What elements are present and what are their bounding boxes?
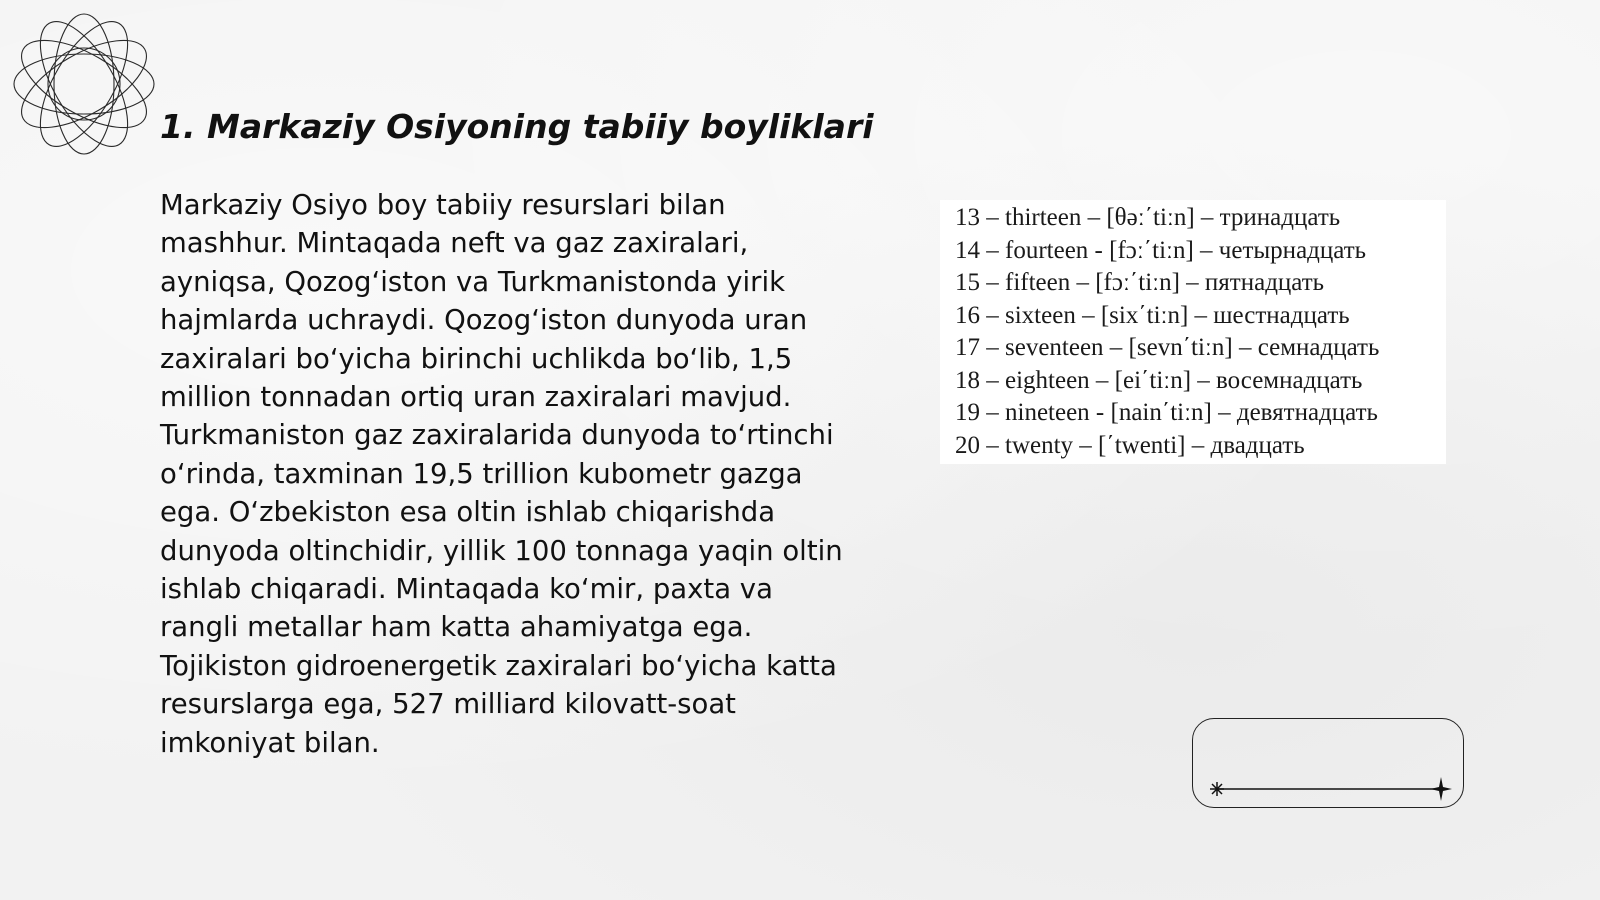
asterisk-icon <box>1210 782 1224 796</box>
numbers-list <box>940 200 1446 462</box>
circular-rosette-icon <box>10 10 158 158</box>
slide-title: 1. Markaziy Osiyoning tabiiy boyliklari <box>160 107 874 146</box>
list-item: 20 – twenty – [΄twenti] – двадцать <box>955 431 1305 459</box>
list-item: 18 – eighteen – [ei΄tiːn] – восемнадцать <box>955 366 1363 394</box>
list-item: 19 – nineteen - [nain΄tiːn] – девятнадцать <box>955 399 1378 426</box>
list-item: 16 – sixteen – [six΄tiːn] – шестнадцать <box>955 301 1350 329</box>
list-item: 14 – fourteen - [fɔː΄tiːn] – четырнадцать <box>955 236 1367 264</box>
timeline-decoration <box>1192 718 1464 808</box>
numbers-vocabulary-panel <box>940 200 1446 464</box>
list-item: 17 – seventeen – [sevn΄tiːn] – семнадцать <box>955 334 1380 361</box>
list-item: 13 – thirteen – [θəː΄tiːn] – тринадцать <box>955 204 1341 231</box>
list-item: 15 – fifteen – [fɔː΄tiːn] – пятнадцать <box>955 269 1325 296</box>
body-paragraph: Markaziy Osiyo boy tabiiy resurslari bilan mashhur. Mintaqada neft va gaz zaxiralari, ayniqsa, Qozog‘iston va Turkmanistonda yirik hajmlarda uchraydi. Qozog‘iston dunyoda uran zaxiralari bo‘yicha birinchi uchlikda bo‘lib, 1,5 million tonnadan ortiq uran zaxiralari mavjud. Turkmaniston gaz zaxiralarida dunyoda to‘rtinchi o‘rinda, taxminan 19,5 trillion kubometr gazga ega. O‘zbekiston esa oltin ishlab chiqarishda dunyoda oltinchidir, yillik 100 tonnaga yaqin oltin ishlab chiqaradi. Mintaqada ko‘mir, paxta va rangli metallar ham katta ahamiyatga ega. Tojikiston gidroenergetik zaxiralari bo‘yicha katta resurslarga ega, 527 milliard kilovatt-soat imkoniyat bilan. <box>160 189 843 759</box>
sparkle-icon <box>1430 777 1452 801</box>
